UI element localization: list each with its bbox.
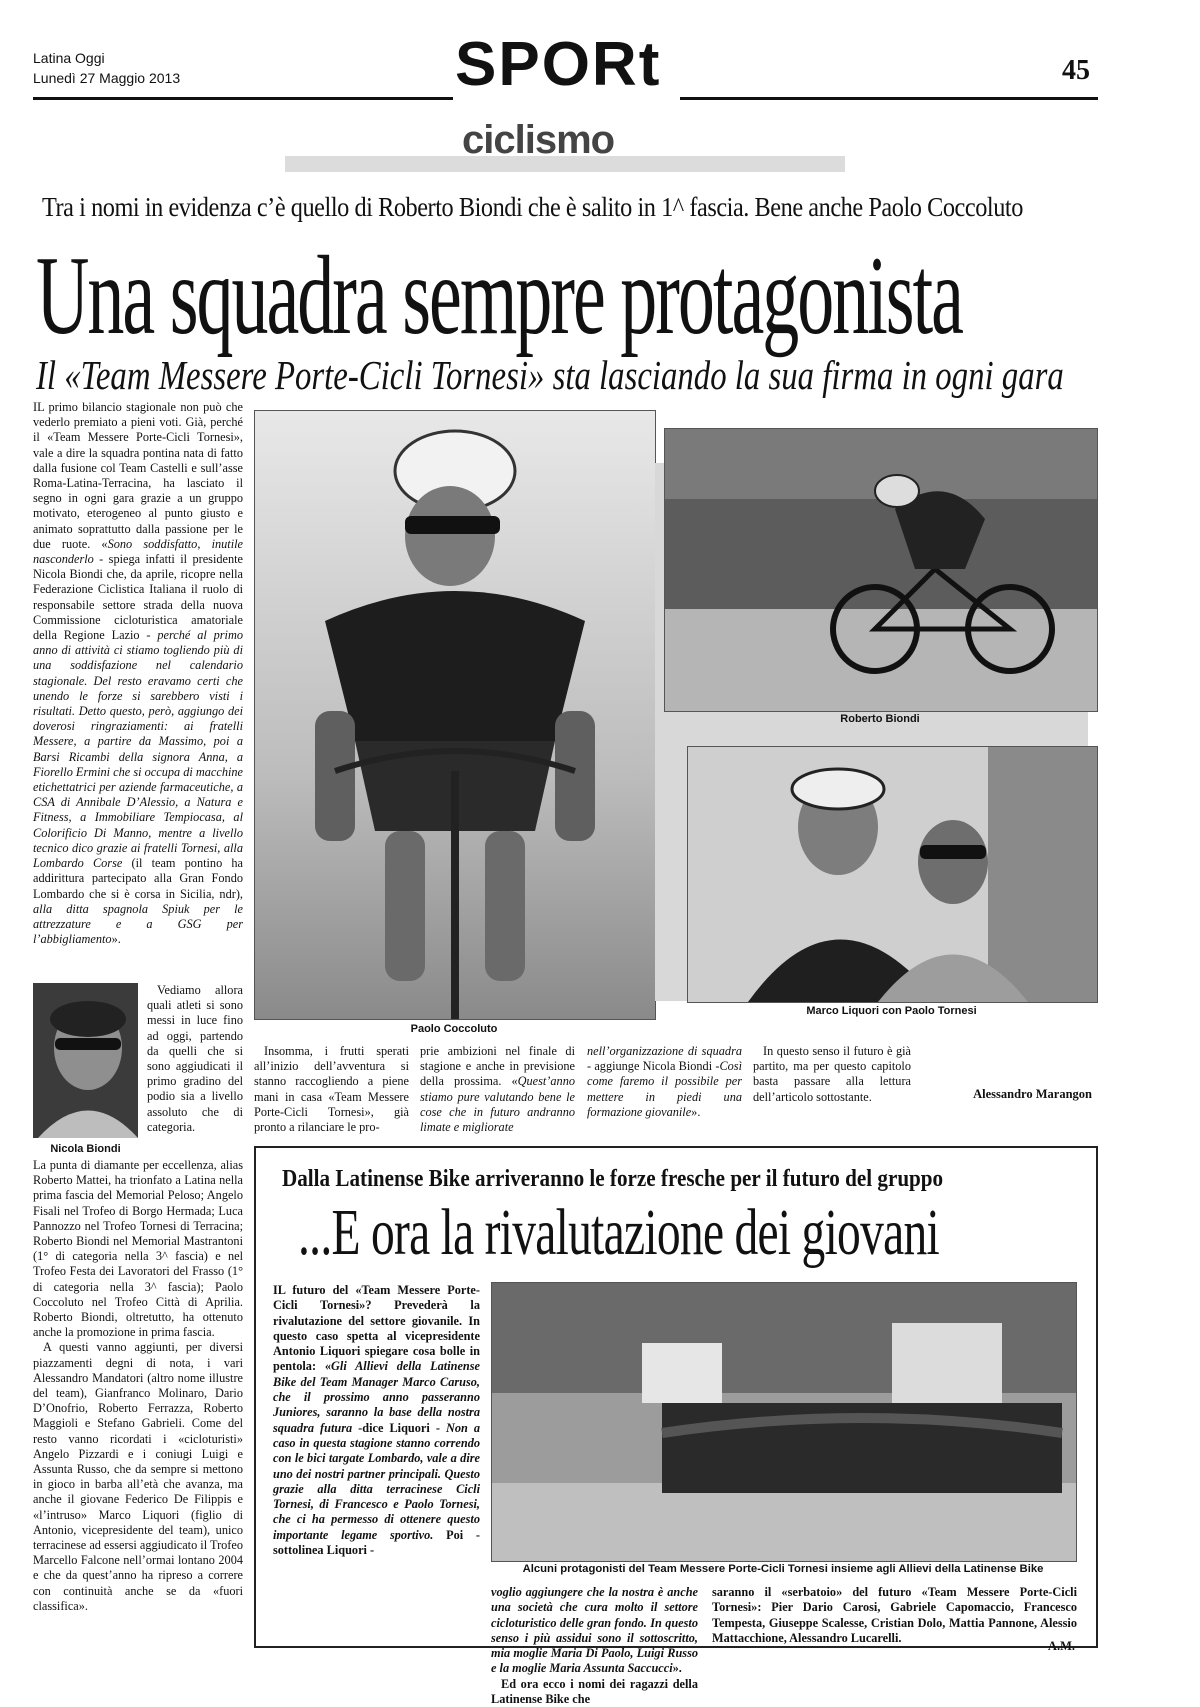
header-rule-right (680, 97, 1098, 100)
photo-nicola-biondi (33, 983, 138, 1138)
article-column-1: IL primo bilancio stagionale non può che vederlo premiato a pieni voti. Già, perché il «Team Messere Porte-Cicli Tornesi», vale a dire la squadra pontina nata di fatto dalla fusione col Team Castelli e sull’asse Roma-Latina-Terracina, ha lasciato il segno in ogni gara grazie a un gruppo motivato, eterogeneo al punto giusto e animato soprattutto dalla passione per le due ruote. «Sono soddisfatto, inutile nasconderlo - spiega infatti il presidente Nicola Biondi che, da aprile, ricopre nella Federazione Ciclistica Italiana il ruolo di responsabile settore strada della nuova Commissione cicloturistica amatoriale della Regione Lazio - perché al primo anno di attività ci stiamo togliendo più di una soddisfazione nel calendario stagionale. Del resto eravamo certi che unendo le forze si sarebbero visti i risultati. Detto questo, però, aggiungo dei doverosi ringraziamenti: ai fratelli Messere, a partire da Massimo, poi a Barsi Ricambi della signora Anna, a Fiorello Ermini che si occupa di macchine etichettatrici per aziende farmaceutiche, a CSA di Annibale D’Alessio, a Natura e Fitness, a Immobiliare Tempiocasa, al Colorificio Di Manno, mentre a livello tecnico dico grazie ai fratelli Tornesi, alla Lombardo Corse (il team pontino ha addirittura partecipato alla Gran Fondo Lombardo che si è corsa in Sicilia, ndr), alla ditta spagnola Spiuk per le attrezzature e a GSG per l’abbigliamento». (33, 400, 243, 947)
photo-group (491, 1282, 1077, 1562)
article-column-1-bottom: La punta di diamante per eccellenza, alias Roberto Mattei, ha trionfato a Latina nella prima fascia del Memorial Peloso; Angelo Fisali nel Trofeo di Borgo Hermada; Luca Pannozzo nel Trofeo Tornesi di Terracina; Roberto Biondi nel Memorial Mastrantoni (1° di categoria nella 3^ fascia) e nel Trofeo Festa dei Lavoratori del Frasso (1° di categoria nella 3^ fascia); Paolo Coccoluto nel Trofeo Città di Aprilia. Roberto Biondi, oltretutto, ha ottenuto anche la promozione in prima fascia. A questi vanno aggiunti, per diversi piazzamenti degni di nota, i vari Alessandro Mandatori (altro nome illustre del team), Gianfranco Molinaro, Dario D’Onofrio, Roberto Ferrazza, Roberto Maggioli e Stefano Gabrieli. Come del resto vanno ricordati i «cicloturisti» Angelo Pizzardi e i coniugi Luigi e Assunta Russo, che da sempre si mettono in gioco in barba all’età che avanza, ma anche il giovane Federico De Filippis e «l’intruso» Marco Liquori (figlio di Antonio, vicepresidente del team), unico terracinese ad essersi aggiudicato il Trofeo Marcello Falcone nell’ormai lontano 2004 e che da quest’anno ha ripreso a correre con continuità anche se da «fuori classifica». (33, 1158, 244, 1613)
box-kicker: Dalla Latinense Bike arriveranno le forze fresche per il futuro del gruppo (282, 1166, 944, 1192)
issue-date: Lunedì 27 Maggio 2013 (33, 70, 181, 86)
article-column-2: Insomma, i frutti sperati all’inizio dell’avventura si stanno raccogliendo a piene mani in casa «Team Messere Porte-Cicli Tornesi», già pronto a rilanciare le pro- (254, 1044, 409, 1135)
page-number: 45 (1062, 55, 1090, 86)
photo-liquori-tornesi (687, 746, 1098, 1003)
article-column-1-side: Vediamo allora quali atleti si sono messi in luce fino ad oggi, partendo da quelli che si sono aggiudicati il primo gradino del podio sia a livello assoluto che di categoria. (147, 983, 243, 1134)
box-headline: ...E ora la rivalutazione dei giovani (298, 1196, 940, 1269)
article-column-4: nell’organizzazione di squadra - aggiunge Nicola Biondi -Così come faremo il possibile per mettere in piedi una formazione giovanile». (587, 1044, 742, 1119)
photo-paolo-coccoluto (254, 410, 656, 1020)
photo-roberto-biondi (664, 428, 1098, 712)
section-title: ciclismo (462, 118, 615, 162)
caption-liquori-tornesi: Marco Liquori con Paolo Tornesi (806, 1005, 977, 1017)
caption-group: Alcuni protagonisti del Team Messere Porte-Cicli Tornesi insieme agli Allievi della Latinense Bike (522, 1563, 1044, 1575)
sport-logo: SPORt (455, 30, 662, 99)
box-column-2: voglio aggiungere che la nostra è anche una società che cura molto il settore cicloturistico delle gran fondo. In questo senso i più assidui sono il sottoscritto, mia moglie Maria Di Paolo, Luigi Russo e la moglie Maria Assunta Saccucci». Ed ora ecco i nomi dei ragazzi della Latinense Bike che (491, 1585, 698, 1707)
header-rule-left (33, 97, 453, 100)
caption-paolo-coccoluto: Paolo Coccoluto (410, 1023, 498, 1035)
box-signature: A.M. (1047, 1639, 1075, 1653)
box-column-3: saranno il «serbatoio» del futuro «Team Messere Porte-Cicli Tornesi»: Pier Dario Carosi, Gabriele Capomaccio, Francesco Tempesta, Giuseppe Scalesse, Cristian Dolo, Mattia Pannone, Alessio Mattacchione, Alessandro Lucarelli. (712, 1585, 1077, 1645)
caption-roberto-biondi: Roberto Biondi (840, 713, 920, 725)
article-subhead: Il «Team Messere Porte-Cicli Tornesi» sta lasciando la sua firma in ogni gara (36, 352, 1064, 398)
newspaper-name: Latina Oggi (33, 50, 105, 66)
article-column-5: In questo senso il futuro è già partito, ma per questo capitolo basta passare alla lettura dell’articolo sottostante. (753, 1044, 911, 1104)
article-column-3: prie ambizioni nel finale di stagione e anche in previsione della prossima. «Quest’anno stiamo pure valutando bene le cose che in futuro andranno limate e migliorate (420, 1044, 575, 1135)
article-kicker: Tra i nomi in evidenza c’è quello di Roberto Biondi che è salito in 1^ fascia. Bene anche Paolo Coccoluto (42, 192, 1023, 222)
article-author: Alessandro Marangon (973, 1087, 1092, 1101)
caption-nicola-biondi: Nicola Biondi (50, 1143, 121, 1155)
box-column-1: IL futuro del «Team Messere Porte-Cicli Tornesi»? Prevederà la rivalutazione del settore giovanile. In questo caso spetta al vicepresidente Antonio Liquori spiegare cosa bolle in pentola: «Gli Allievi della Latinense Bike del Team Manager Marco Caruso, che il prossimo anno passeranno Juniores, saranno la base della nostra squadra futura -dice Liquori - Non a caso in questa stagione stanno correndo con le bici targate Lombardo, vale a dire uno dei nostri partner principali. Questo grazie alla ditta terracinese Cicli Tornesi, di Francesco e Paolo Tornesi, che ci ha permesso di ottenere questo importante legame sportivo. Poi - sottolinea Liquori - (273, 1283, 480, 1558)
article-headline: Una squadra sempre protagonista (36, 234, 962, 358)
